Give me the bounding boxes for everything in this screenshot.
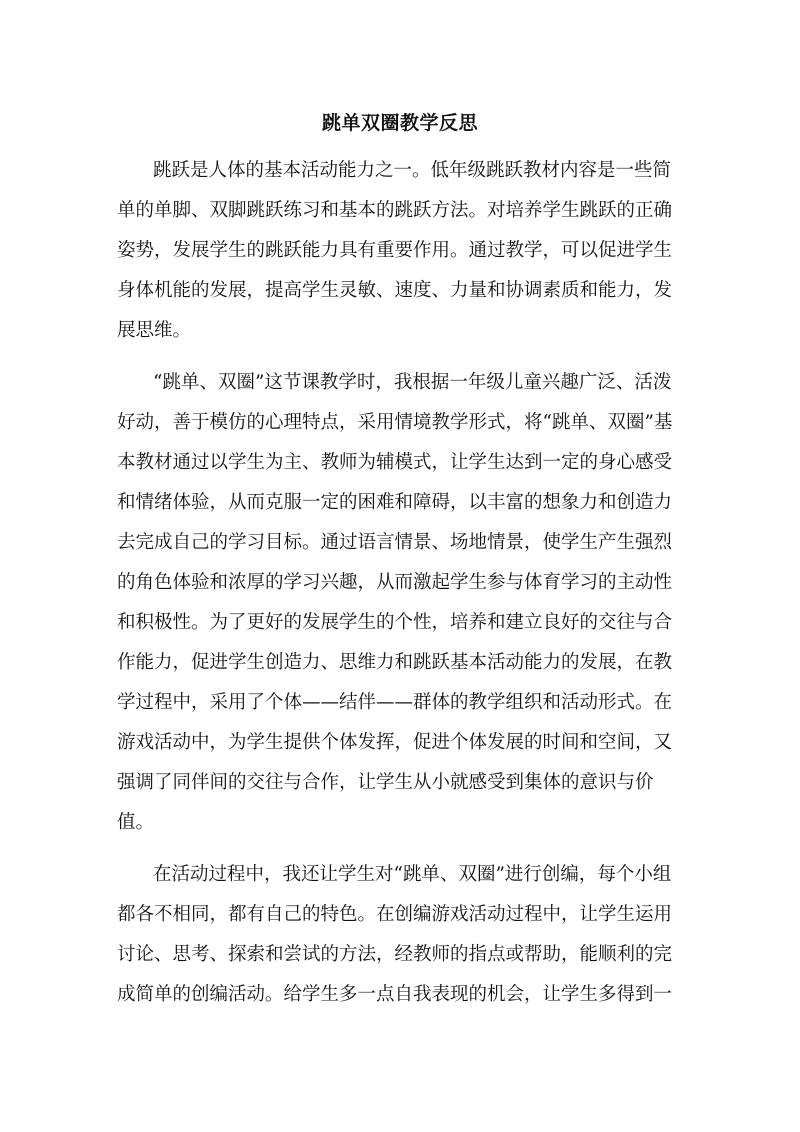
paragraph-1-line-5: 展思维。 [117,320,192,341]
paragraph-3-line-3: 讨论、思考、探索和尝试的方法，经教师的指点或帮助，能顺利的完 [117,944,673,965]
paragraph-1-line-1: 跳跃是人体的基本活动能力之一。低年级跳跃教材内容是一些简 [153,160,672,181]
paragraph-2-line-11: 强调了同伴间的交往与合作，让学生从小就感受到集体的意识与价 [117,772,654,793]
paragraph-2-line-1: “跳单、双圈”这节课教学时，我根据一年级儿童兴趣广泛、活泼 [153,372,672,393]
paragraph-2-line-8: 作能力，促进学生创造力、思维力和跳跃基本活动能力的发展，在教 [117,652,673,673]
paragraph-2-line-10: 游戏活动中，为学生提供个体发挥，促进个体发展的时间和空间，又 [117,732,673,753]
paragraph-1-line-2: 单的单脚、双脚跳跃练习和基本的跳跃方法。对培养学生跳跃的正确 [117,200,673,221]
paragraph-3-line-4: 成简单的创编活动。给学生多一点自我表现的机会，让学生多得到一 [117,984,673,1005]
paragraph-2-line-4: 和情绪体验，从而克服一定的困难和障碍，以丰富的想象力和创造力 [117,492,673,513]
paragraph-2-line-5: 去完成自己的学习目标。通过语言情景、场地情景，使学生产生强烈 [117,532,673,553]
paragraph-3-line-1: 在活动过程中，我还让学生对“跳单、双圈”进行创编，每个小组 [153,864,672,885]
paragraph-1-line-3: 姿势，发展学生的跳跃能力具有重要作用。通过教学，可以促进学生 [117,240,673,261]
paragraph-2-line-7: 和积极性。为了更好的发展学生的个性，培养和建立良好的交往与合 [117,612,673,633]
paragraph-2-line-12: 值。 [117,812,155,833]
paragraph-3-line-2: 都各不相同，都有自己的特色。在创编游戏活动过程中，让学生运用 [117,904,673,925]
paragraph-1-line-4: 身体机能的发展，提高学生灵敏、速度、力量和协调素质和能力，发 [117,280,673,301]
paragraph-2-line-6: 的角色体验和浓厚的学习兴趣，从而激起学生参与体育学习的主动性 [117,572,673,593]
paragraph-2-line-2: 好动，善于模仿的心理特点，采用情境教学形式，将“跳单、双圈”基 [117,412,673,433]
paragraph-2-line-9: 学过程中，采用了个体——结伴——群体的教学组织和活动形式。在 [117,692,673,713]
document-title: 跳单双圈教学反思 [321,112,478,134]
paragraph-2-line-3: 本教材通过以学生为主、教师为辅模式，让学生达到一定的身心感受 [117,452,673,473]
